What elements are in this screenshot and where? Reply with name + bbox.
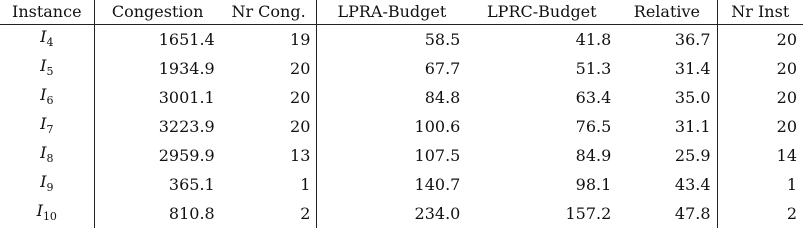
congestion-cell: 1651.4 — [158, 30, 215, 49]
congestion-cell: 365.1 — [168, 175, 215, 194]
instance-cell — [0, 54, 94, 83]
header-lpra-budget: LPRA-Budget — [317, 0, 466, 25]
instance-subscript: 9 — [46, 181, 54, 194]
lpra-budget-cell: 58.5 — [424, 30, 461, 49]
instance-subscript: 7 — [46, 123, 54, 136]
lpra-budget-cell: 100.6 — [414, 117, 461, 136]
table-row — [0, 170, 803, 199]
congestion-cell: 3001.1 — [158, 88, 215, 107]
instance-symbol: I — [40, 114, 47, 133]
table-row — [0, 112, 803, 141]
header-relative: Relative — [617, 0, 717, 25]
instance-cell — [0, 112, 94, 141]
lpra-budget-cell: 234.0 — [414, 204, 461, 223]
nr-inst-cell: 20 — [776, 88, 797, 107]
nr-inst-cell: 14 — [776, 146, 797, 165]
nr-cong-cell: 13 — [221, 141, 317, 170]
instance-cell — [0, 25, 94, 55]
instance-subscript: 6 — [46, 94, 54, 107]
nr-cong-cell: 20 — [221, 54, 317, 83]
lpra-budget-cell: 107.5 — [414, 146, 461, 165]
header-congestion: Congestion — [94, 0, 221, 25]
instance-cell — [0, 141, 94, 170]
congestion-cell: 1934.9 — [158, 59, 215, 78]
table-header — [0, 0, 803, 25]
lprc-budget-cell: 41.8 — [575, 30, 612, 49]
lprc-budget-cell: 76.5 — [575, 117, 612, 136]
instance-cell — [0, 170, 94, 199]
table-row — [0, 54, 803, 83]
nr-inst-cell: 20 — [776, 59, 797, 78]
table-body — [0, 25, 803, 229]
instance-cell — [0, 199, 94, 228]
instance-symbol: I — [40, 143, 47, 162]
table-row — [0, 199, 803, 228]
lprc-budget-cell: 84.9 — [575, 146, 612, 165]
table-row — [0, 25, 803, 55]
instance-symbol: I — [40, 27, 47, 46]
lprc-budget-cell: 98.1 — [575, 175, 612, 194]
instance-subscript: 5 — [46, 65, 54, 78]
relative-cell: 35.0 — [617, 83, 717, 112]
nr-inst-cell: 20 — [776, 117, 797, 136]
instance-symbol: I — [40, 172, 47, 191]
congestion-cell: 3223.9 — [158, 117, 215, 136]
lpra-budget-cell: 84.8 — [424, 88, 461, 107]
nr-inst-cell: 20 — [776, 30, 797, 49]
instance-subscript: 10 — [42, 210, 57, 223]
table-row — [0, 141, 803, 170]
nr-cong-cell: 2 — [221, 199, 317, 228]
instance-cell — [0, 83, 94, 112]
instance-symbol: I — [40, 56, 47, 75]
congestion-cell: 810.8 — [168, 204, 215, 223]
nr-cong-cell: 1 — [221, 170, 317, 199]
nr-inst-cell: 2 — [786, 204, 797, 223]
relative-cell: 31.1 — [617, 112, 717, 141]
header-row — [0, 0, 803, 25]
instance-symbol: I — [36, 201, 43, 220]
lpra-budget-cell: 67.7 — [424, 59, 461, 78]
nr-cong-cell: 19 — [221, 25, 317, 55]
relative-cell: 47.8 — [617, 199, 717, 228]
nr-cong-cell: 20 — [221, 112, 317, 141]
header-lprc-budget: LPRC-Budget — [466, 0, 617, 25]
nr-inst-cell: 1 — [786, 175, 797, 194]
relative-cell: 36.7 — [617, 25, 717, 55]
instance-subscript: 4 — [46, 36, 54, 49]
header-instance: Instance — [0, 0, 94, 25]
congestion-cell: 2959.9 — [158, 146, 215, 165]
header-nr-cong: Nr Cong. — [221, 0, 317, 25]
lprc-budget-cell: 157.2 — [565, 204, 612, 223]
lpra-budget-cell: 140.7 — [414, 175, 461, 194]
lprc-budget-cell: 63.4 — [575, 88, 612, 107]
relative-cell: 31.4 — [617, 54, 717, 83]
relative-cell: 25.9 — [617, 141, 717, 170]
header-nr-inst: Nr Inst — [717, 0, 803, 25]
instance-subscript: 8 — [46, 152, 54, 165]
instance-symbol: I — [40, 85, 47, 104]
table-row — [0, 83, 803, 112]
lprc-budget-cell: 51.3 — [575, 59, 612, 78]
nr-cong-cell: 20 — [221, 83, 317, 112]
relative-cell: 43.4 — [617, 170, 717, 199]
